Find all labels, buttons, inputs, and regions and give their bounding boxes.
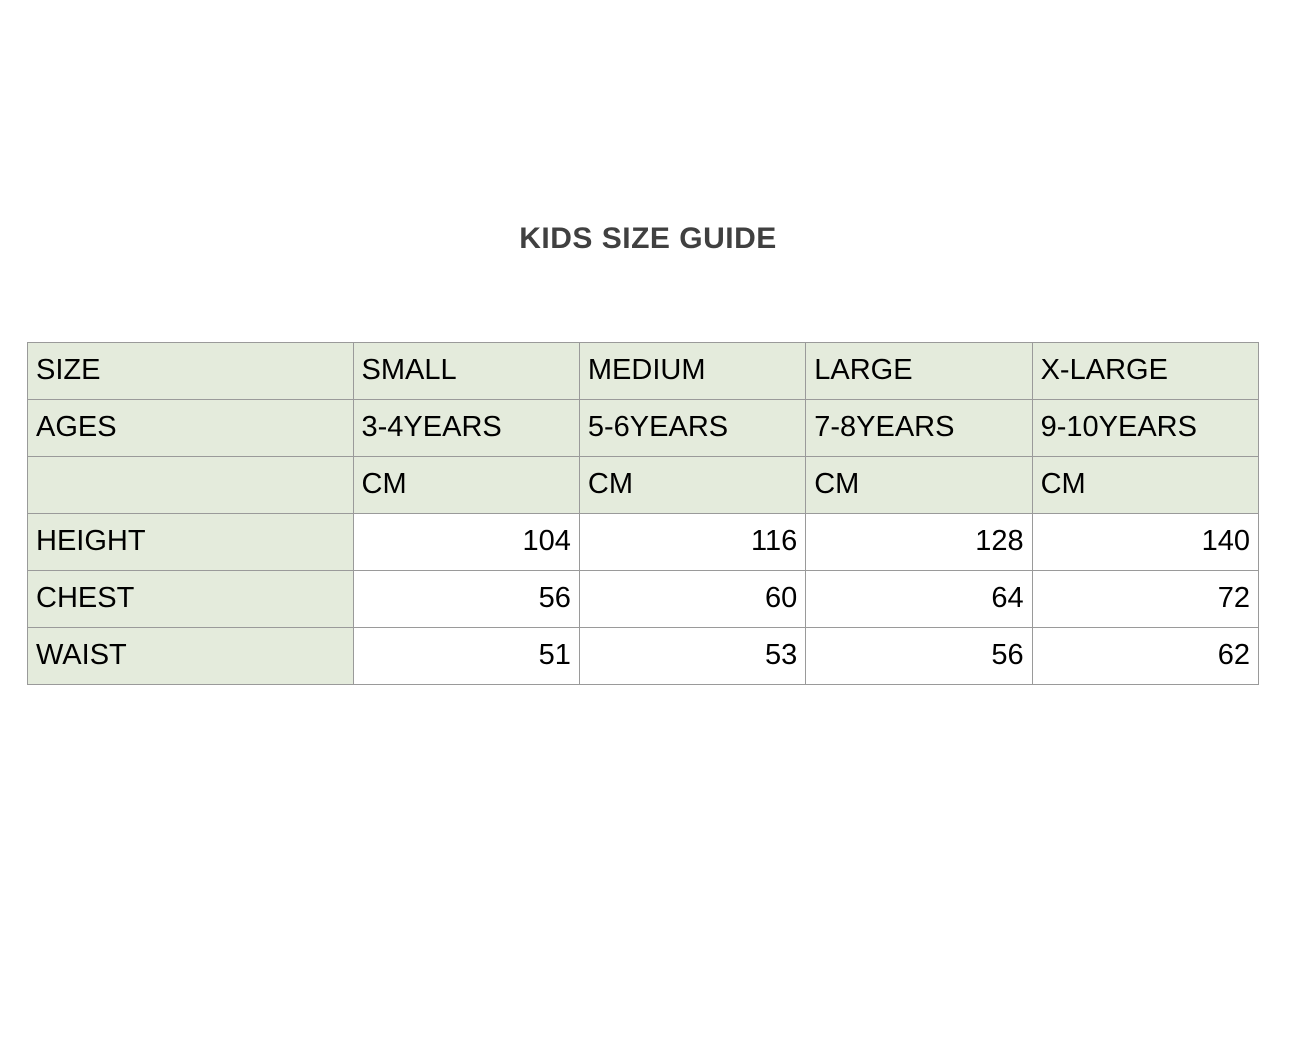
- table-row: [28, 571, 1259, 628]
- chest-x-large: 72: [1032, 571, 1258, 628]
- table-row: [28, 514, 1259, 571]
- units-x-large: CM: [1032, 457, 1258, 514]
- chest-medium: 60: [579, 571, 805, 628]
- table-row-size: [28, 343, 1259, 400]
- row-header-chest: CHEST: [28, 571, 354, 628]
- row-header-units: [28, 457, 354, 514]
- ages-small: 3-4YEARS: [353, 400, 579, 457]
- waist-large: 56: [806, 628, 1032, 685]
- size-small: SMALL: [353, 343, 579, 400]
- ages-large: 7-8YEARS: [806, 400, 1032, 457]
- waist-medium: 53: [579, 628, 805, 685]
- height-medium: 116: [579, 514, 805, 571]
- waist-x-large: 62: [1032, 628, 1258, 685]
- table-row-ages: [28, 400, 1259, 457]
- ages-medium: 5-6YEARS: [579, 400, 805, 457]
- table-row: [28, 628, 1259, 685]
- row-header-ages: AGES: [28, 400, 354, 457]
- size-guide-table: [27, 342, 1259, 685]
- size-guide-table-container: [27, 342, 1259, 685]
- height-large: 128: [806, 514, 1032, 571]
- size-x-large: X-LARGE: [1032, 343, 1258, 400]
- row-header-height: HEIGHT: [28, 514, 354, 571]
- table-row-units: [28, 457, 1259, 514]
- chest-small: 56: [353, 571, 579, 628]
- units-small: CM: [353, 457, 579, 514]
- height-x-large: 140: [1032, 514, 1258, 571]
- size-medium: MEDIUM: [579, 343, 805, 400]
- height-small: 104: [353, 514, 579, 571]
- waist-small: 51: [353, 628, 579, 685]
- row-header-size: SIZE: [28, 343, 354, 400]
- units-large: CM: [806, 457, 1032, 514]
- size-large: LARGE: [806, 343, 1032, 400]
- ages-x-large: 9-10YEARS: [1032, 400, 1258, 457]
- chest-large: 64: [806, 571, 1032, 628]
- page-title: KIDS SIZE GUIDE: [519, 222, 777, 255]
- units-medium: CM: [579, 457, 805, 514]
- row-header-waist: WAIST: [28, 628, 354, 685]
